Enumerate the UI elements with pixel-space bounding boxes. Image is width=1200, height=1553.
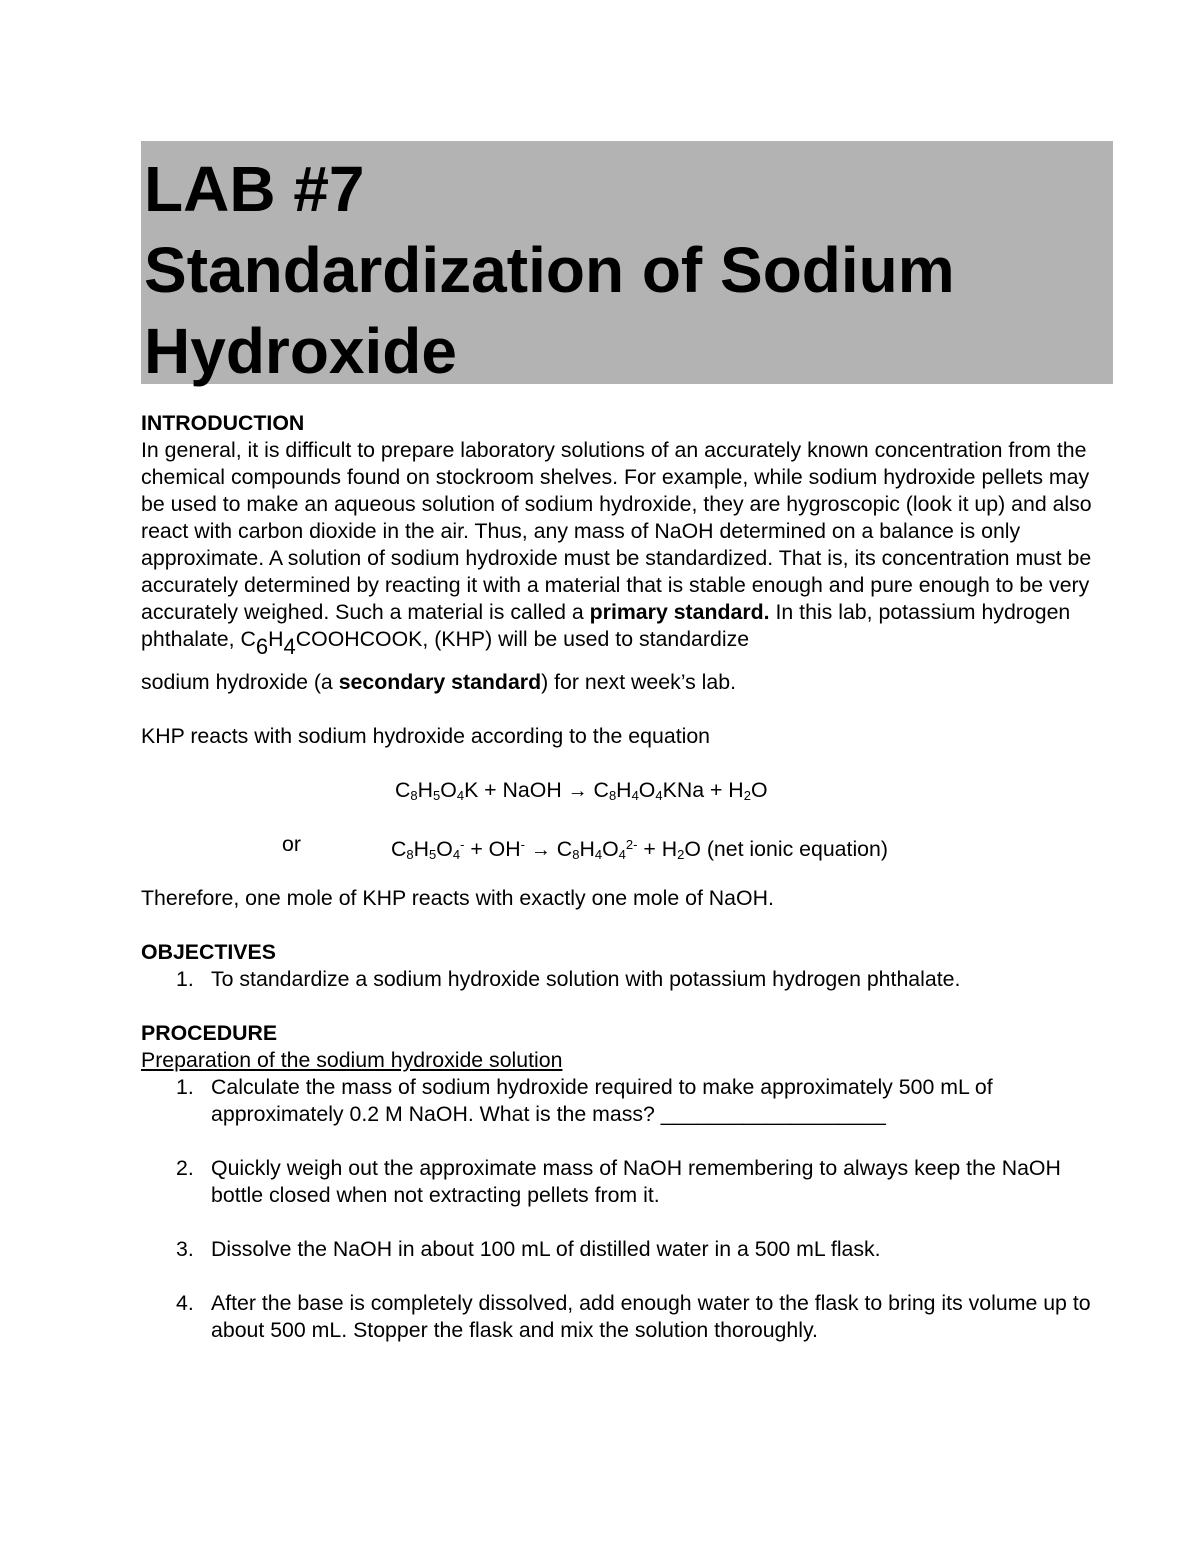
equation-term: O (638, 778, 656, 802)
equation-molecular (141, 777, 1101, 804)
superscript: - (520, 837, 525, 852)
subscript: 2 (743, 788, 751, 803)
subscript: 2 (677, 847, 685, 862)
equation-term: C (395, 778, 411, 802)
intro-text-3: COOHCOOK, (KHP) will be used to standardize (295, 627, 750, 651)
equation-2-text (391, 831, 888, 868)
title-banner (141, 141, 1113, 387)
subscript: 4 (452, 847, 461, 862)
reaction-arrow-icon: → (567, 780, 588, 802)
equation-term: C (550, 837, 573, 861)
equation-term: C (587, 778, 609, 802)
lab-title-line-3: Hydroxide (144, 315, 457, 387)
intro-text-2: In this lab, potassium hydrogen phthalate, C (141, 600, 1071, 651)
intro-text-4: sodium hydroxide (a (141, 670, 339, 694)
procedure-subheading: Preparation of the sodium hydroxide solution (141, 1048, 563, 1072)
subscript: 4 (618, 847, 626, 862)
subscript: 5 (429, 847, 437, 862)
objectives-list (141, 966, 1101, 993)
subscript: 5 (433, 788, 441, 803)
equation-1-text (395, 777, 768, 809)
objectives-heading: OBJECTIVES (141, 940, 276, 964)
equation-term: C (391, 837, 407, 861)
subscript: 8 (410, 788, 418, 803)
superscript: 2- (625, 837, 638, 852)
net-ionic-label: (net ionic equation) (706, 837, 888, 861)
equation-term: H (413, 837, 430, 861)
list-item: 3. Dissolve the NaOH in about 100 mL of distilled water in a 500 mL flask. (176, 1237, 881, 1261)
equation-term: O (750, 778, 768, 802)
equation-term: + OH (464, 837, 521, 861)
lab-title-line-2: Standardization of Sodium (144, 234, 955, 306)
introduction-heading: INTRODUCTION (141, 411, 305, 435)
reaction-arrow-icon: → (530, 839, 551, 861)
equation-term: K + NaOH (464, 778, 568, 802)
list-item: 2. Quickly weigh out the approximate mass of NaOH remembering to always keep the NaOH bottle closed when not extracting pellets from it. (176, 1156, 1061, 1207)
procedure-heading: PROCEDURE (141, 1021, 278, 1045)
subscript: 8 (406, 847, 414, 862)
intro-text-5: ) for next week’s lab. (541, 670, 737, 694)
superscript: - (460, 837, 465, 852)
equation-term: H (417, 778, 434, 802)
subscript: 4 (594, 847, 603, 862)
primary-standard-term: primary standard. (589, 600, 770, 624)
document-body (141, 410, 1101, 1344)
equation-term: O (684, 837, 707, 861)
equation-term: O (436, 837, 453, 861)
equation-term: KNa + H (662, 778, 744, 802)
list-item: 1. Calculate the mass of sodium hydroxide required to make approximately 500 mL of approximately 0.2 M NaOH. What is the mass? ___________________ (176, 1075, 993, 1126)
equation-net-ionic (141, 831, 1101, 862)
procedure-list (141, 1074, 1101, 1344)
list-item: 1. To standardize a sodium hydroxide solution with potassium hydrogen phthalate. (176, 967, 961, 991)
conclusion-sentence: Therefore, one mole of KHP reacts with exactly one mole of NaOH. (141, 886, 774, 910)
subscript: 8 (608, 788, 617, 803)
lab-number-title: LAB #7 (144, 153, 365, 225)
list-item: 4. After the base is completely dissolved, add enough water to the flask to bring its volume up to about 500 mL. Stopper the flask and mix the solution thoroughly. (176, 1291, 1091, 1342)
subscript: 8 (572, 847, 580, 862)
equation-term: + H (637, 837, 678, 861)
equation-term: O (602, 837, 619, 861)
secondary-standard-term: secondary standard (338, 670, 542, 694)
subscript: 4 (655, 788, 663, 803)
or-label: or (282, 832, 301, 856)
khp-subscript-4: 4 (283, 634, 296, 659)
subscript: 4 (456, 788, 465, 803)
introduction-paragraph-end (141, 669, 1101, 696)
intro-text-1: In general, it is difficult to prepare laboratory solutions of an accurately known concentration from the chemical compounds found on stockroom shelves. For example, while sodium hydroxide pellets may be used to make an aqueous solution of sodium hydroxide, they are hygroscopic (look it up) and also react with carbon dioxide in the air. Thus, any mass of NaOH determined on a balance is only approximate. A solution of sodium hydroxide must be standardized. That is, its concentration must be accurately determined by reacting it with a material that is stable enough and pure enough to be very accurately weighed. Such a material is called a (141, 438, 1092, 624)
equation-term: H (579, 837, 595, 861)
reaction-intro: KHP reacts with sodium hydroxide according to the equation (141, 724, 711, 748)
introduction-paragraph (141, 437, 1101, 660)
equation-term: O (440, 778, 457, 802)
khp-subscript-6: 6 (255, 634, 269, 659)
khp-h: H (268, 627, 284, 651)
equation-term: H (616, 778, 632, 802)
subscript: 4 (631, 788, 639, 803)
